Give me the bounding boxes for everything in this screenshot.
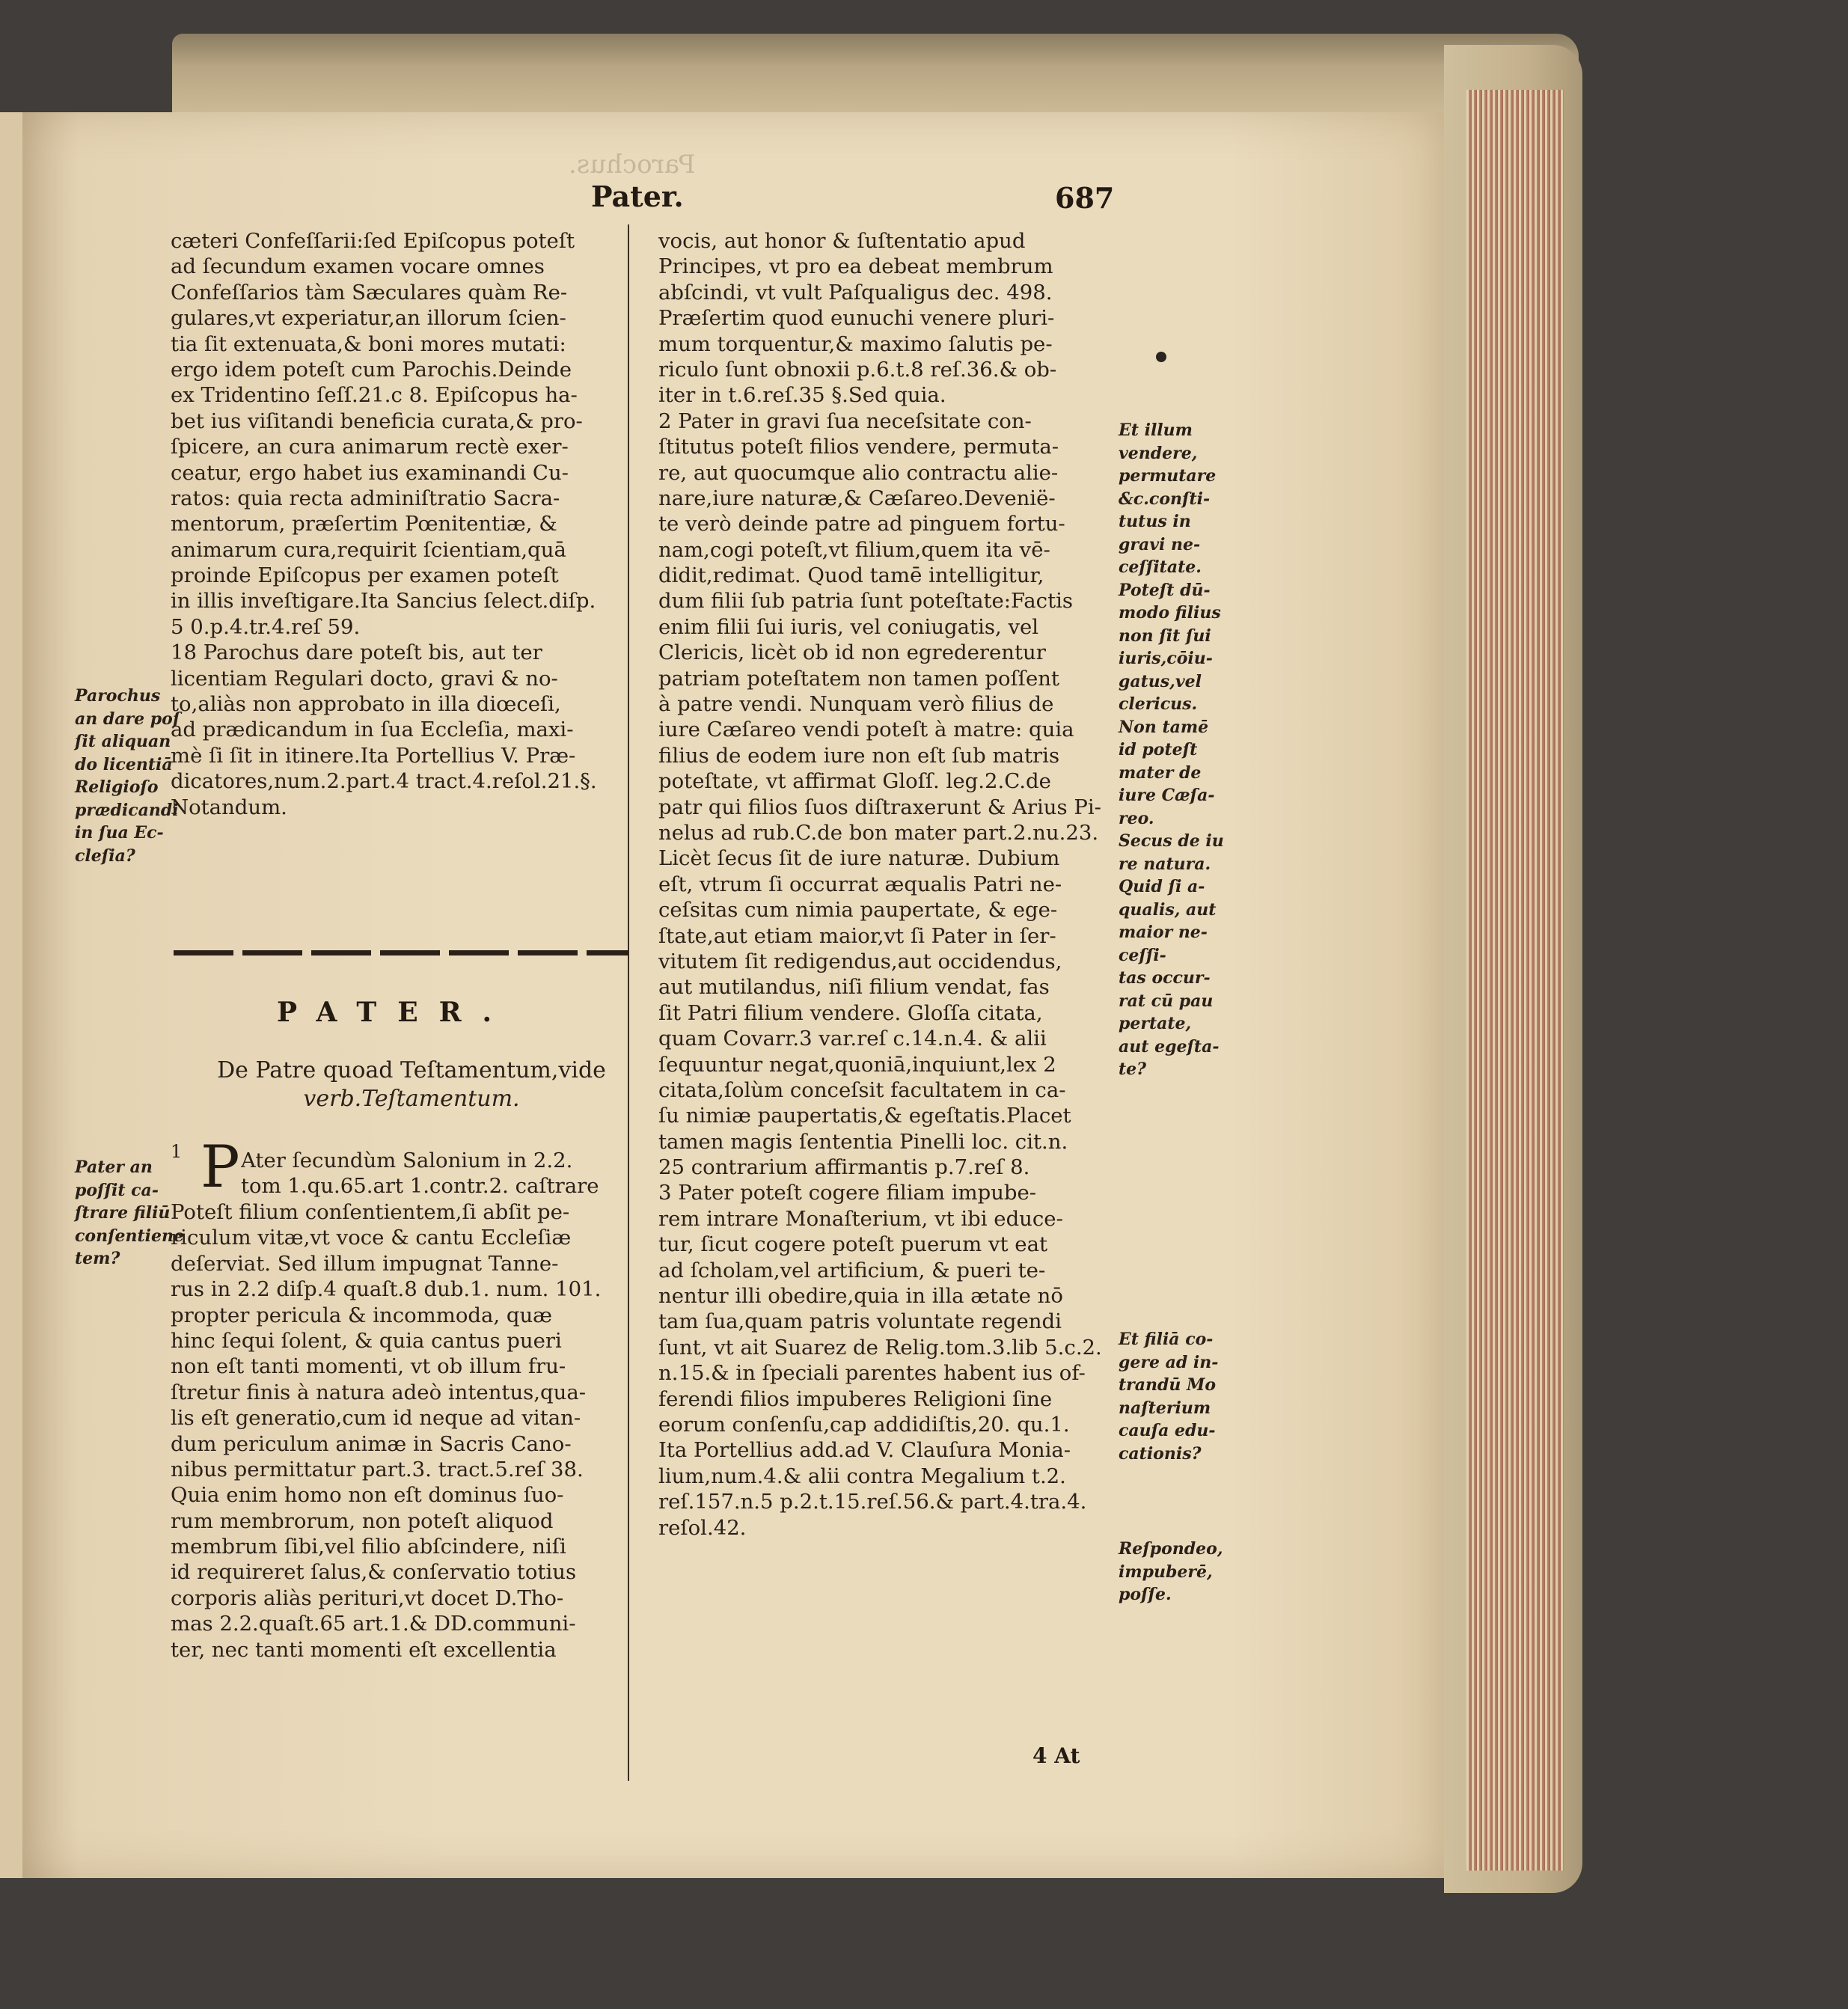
text-line: mum torquentur,& maximo ſalutis pe- <box>658 331 1053 356</box>
text-line: 25 contrarium affirmantis p.7.reſ 8. <box>658 1155 1030 1180</box>
text-line: ſtretur finis à natura adeò intentus,qua- <box>171 1380 587 1404</box>
text-line: rem intrare Monaſterium, vt ibi educe- <box>658 1206 1063 1231</box>
text-line: lis eſt generatio,cum id neque ad vitan- <box>171 1406 581 1431</box>
text-line: proinde Epiſcopus per examen poteſt <box>171 563 559 588</box>
text-line: Ita Portellius add.ad V. Clauſura Monia- <box>658 1438 1071 1463</box>
book-top-edge <box>172 34 1579 116</box>
text-line: mentorum, præſertim Pœnitentiæ, & <box>171 512 557 536</box>
text-line: 18 Parochus dare poteſt bis, aut ter <box>171 640 542 665</box>
text-line: filius de eodem iure non eſt ſub matris <box>658 743 1060 768</box>
text-line: id poteſt <box>1119 740 1198 759</box>
margin-note-respondeo <box>1119 1538 1223 1606</box>
text-line: id requireret ſalus,& conſervatio totius <box>171 1560 577 1585</box>
left-column <box>171 228 619 820</box>
text-line: in ſua Ec- <box>75 823 164 843</box>
text-line: ſit Patri filium vendere. Gloſſa citata, <box>658 1000 1043 1025</box>
text-line: ceſſi- <box>1119 945 1166 965</box>
text-line: vendere, <box>1119 443 1198 463</box>
text-line: ferendi filios impuberes Religioni ſine <box>658 1386 1053 1411</box>
text-line: cæteri Confeſſarii:ſed Epiſcopus poteſt <box>171 229 575 253</box>
catchword: 4 At <box>1032 1743 1080 1768</box>
text-line: ſu nimiæ paupertatis,& egeſtatis.Placet <box>658 1104 1071 1128</box>
text-line: ceatur, ergo habet ius examinandi Cu- <box>171 460 569 485</box>
text-line: ſpicere, an cura animarum rectè exer- <box>171 435 569 459</box>
text-line: re, aut quocumque alio contractu alie- <box>658 460 1059 485</box>
text-line: ſit aliquan <box>75 732 171 751</box>
text-line: &c.conſti- <box>1119 489 1211 509</box>
text-line: propter pericula & incommoda, quæ <box>171 1303 553 1327</box>
text-line: Præſertim quod eunuchi venere pluri- <box>658 306 1055 331</box>
text-line: qualis, aut <box>1119 899 1217 920</box>
text-line: ad prædicandum in ſua Eccleſia, maxi- <box>171 718 574 742</box>
text-line: poſſit ca- <box>75 1180 159 1200</box>
text-line: 2 Pater in gravi ſua neceſsitate con- <box>658 409 1032 433</box>
text-line: te verò deinde patre ad pinguem fortu- <box>658 512 1065 536</box>
text-line: nibus permittatur part.3. tract.5.reſ 38. <box>171 1457 584 1481</box>
text-line: rum membrorum, non poteſt aliquod <box>171 1508 554 1533</box>
text-line: Religioſo <box>75 777 159 797</box>
text-line: bet ius viſitandi beneficia curata,& pro- <box>171 409 583 433</box>
text-line: reſol.42. <box>658 1515 747 1540</box>
text-line: Notandum. <box>171 795 287 819</box>
text-line: an dare poſ <box>75 709 180 729</box>
text-line: pertate, <box>1119 1014 1192 1033</box>
text-line: gravi ne- <box>1119 534 1201 554</box>
text-line: te? <box>1119 1059 1147 1079</box>
text-line: ſtrare filiū <box>75 1203 171 1223</box>
text-line: citata,ſolùm conceſsit facultatem in ca- <box>658 1077 1066 1102</box>
text-line: rus in 2.2 diſp.4 quaſt.8 dub.1. num. 101. <box>171 1277 602 1302</box>
text-line: eſt, vtrum ſi occurrat æqualis Patri ne- <box>658 872 1062 896</box>
text-line: gulares,vt experiatur,an illorum ſcien- <box>171 306 566 331</box>
section-heading: PATER. <box>277 997 513 1028</box>
column-rule <box>628 224 629 1781</box>
subheading-line: verb.Teſtamentum. <box>303 1086 520 1112</box>
text-line: ſequuntur negat,quoniā,inquiunt,lex 2 <box>658 1052 1056 1077</box>
text-line: 3 Pater poteſt cogere filiam impube- <box>658 1181 1037 1205</box>
text-line: Ater ſecundùm Salonium in 2.2. <box>241 1149 573 1172</box>
text-line: reo. <box>1119 808 1154 828</box>
text-line: Licèt ſecus ſit de iure naturæ. Dubium <box>658 846 1060 871</box>
left-column-continued <box>171 1199 619 1663</box>
bleed-through-text: Parochus. <box>569 150 696 180</box>
paragraph-number: 1 <box>171 1141 183 1162</box>
page-number: 687 <box>1055 181 1115 215</box>
text-line: Et filiā co- <box>1119 1330 1214 1349</box>
text-line: naſterium <box>1119 1398 1211 1418</box>
text-line: do licentiā <box>75 754 173 774</box>
text-line: tia ſit extenuata,& boni mores mutati: <box>171 331 566 356</box>
margin-note-parochus <box>75 685 180 867</box>
text-line: membrum ſibi,vel filio abſcindere, niſi <box>171 1535 566 1559</box>
text-line: Clericis, licèt ob id non egrederentur <box>658 640 1046 665</box>
text-line: cationis? <box>1119 1443 1202 1464</box>
text-line: ad ſcholam,vel artificium, & pueri te- <box>658 1258 1046 1282</box>
section-divider <box>174 950 628 955</box>
drop-cap: P <box>201 1134 240 1201</box>
text-line: conſentiene <box>75 1226 185 1246</box>
text-line: iter in t.6.reſ.35 §.Sed quia. <box>658 383 946 408</box>
text-line: riculum vitæ,vt voce & cantu Eccleſiæ <box>171 1226 572 1250</box>
text-line: Secus de iu <box>1119 831 1224 851</box>
text-line: vitutem ſit redigendus,aut occidendus, <box>658 949 1062 973</box>
text-line: gatus,vel <box>1119 671 1202 691</box>
margin-note-pater-castrare <box>75 1156 184 1270</box>
text-line: patriam poteſtatem non tamen poſſent <box>658 666 1059 691</box>
text-line: poſſe. <box>1119 1585 1172 1604</box>
text-line: permutare <box>1119 466 1217 486</box>
text-line: Parochus <box>75 686 161 706</box>
text-line: 5 0.p.4.tr.4.reſ 59. <box>171 614 361 639</box>
text-line: patr qui filios ſuos diſtraxerunt & Arius Pi- <box>658 795 1101 819</box>
subheading-line: De Patre quoad Teſtamentum,vide <box>217 1057 606 1083</box>
text-line: ex Tridentino ſeſſ.21.c 8. Epiſcopus ha- <box>171 383 578 408</box>
text-line: cleſia? <box>75 846 135 866</box>
page-edges <box>1466 90 1564 1871</box>
text-line: Confeſſarios tàm Sæculares quàm Re- <box>171 280 568 305</box>
text-line: hinc ſequi ſolent, & quia cantus pueri <box>171 1328 562 1353</box>
text-line: rat cū pau <box>1119 991 1214 1011</box>
page-hole <box>1156 352 1166 362</box>
text-line: dicatores,num.2.part.4 tract.4.reſol.21.§. <box>171 769 597 794</box>
text-line: cauſa edu- <box>1119 1421 1216 1440</box>
text-line: enim filii ſui iuris, vel coniugatis, vel <box>658 614 1039 639</box>
text-line: dum filii ſub patria ſunt poteſtate:Factis <box>658 589 1074 614</box>
margin-note-filiam <box>1119 1328 1218 1465</box>
text-line: mater de <box>1119 762 1202 783</box>
text-line: ceſſitate. <box>1119 557 1202 577</box>
text-line: nentur illi obedire,quia in illa ætate nō <box>658 1284 1063 1309</box>
text-line: non ſit ſui <box>1119 626 1211 646</box>
text-line: iure Cæſareo vendi poteſt à matre: quia <box>658 718 1074 742</box>
text-line: n.15.& in ſpeciali parentes habent ius of- <box>658 1361 1086 1386</box>
text-line: mè ſi ſit in itinere.Ita Portellius V. Præ- <box>171 743 576 768</box>
text-line: lium,num.4.& alii contra Megalium t.2. <box>658 1464 1066 1488</box>
text-line: Principes, vt pro ea debeat membrum <box>658 254 1053 279</box>
text-line: aut mutilandus, niſi filium vendat, fas <box>658 975 1050 1000</box>
text-line: aut egeſta- <box>1119 1036 1220 1057</box>
text-line: tom 1.qu.65.art 1.contr.2. caſtrare <box>241 1174 599 1199</box>
text-line: gere ad in- <box>1119 1352 1219 1372</box>
text-line: impuberē, <box>1119 1562 1213 1582</box>
text-line: tutus in <box>1119 512 1191 531</box>
text-line: ratos: quia recta adminiſtratio Sacra- <box>171 486 560 510</box>
text-line: licentiam Regulari docto, gravi & no- <box>171 666 558 691</box>
text-line: maior ne- <box>1119 923 1208 942</box>
text-line: ſtate,aut etiam maior,vt ſi Pater in ſer- <box>658 923 1056 948</box>
text-line: deſerviat. Sed illum impugnat Tanne- <box>171 1251 559 1276</box>
text-line: quam Covarr.3 var.reſ c.14.n.4. & alii <box>658 1027 1047 1051</box>
text-line: clericus. <box>1119 694 1198 714</box>
text-line: tamen magis ſententia Pinelli loc. cit.n. <box>658 1129 1068 1154</box>
text-line: eorum conſenſu,cap addidiſtis,20. qu.1. <box>658 1412 1070 1437</box>
text-line: Non tamē <box>1119 717 1209 737</box>
text-line: re natura. <box>1119 854 1211 874</box>
text-line: non eſt tanti momenti, vt ob illum fru- <box>171 1354 566 1379</box>
text-line: reſ.157.n.5 p.2.t.15.reſ.56.& part.4.tra.4. <box>658 1490 1087 1514</box>
text-line: tas occur- <box>1119 968 1211 988</box>
right-column <box>658 228 1107 1541</box>
text-line: Reſpondeo, <box>1119 1539 1223 1559</box>
text-line: poteſtate, vt affirmat Gloſſ. leg.2.C.de <box>658 769 1051 794</box>
text-line: tur, ſicut cogere poteſt puerum vt eat <box>658 1232 1048 1257</box>
text-line: ſunt, vt ait Suarez de Relig.tom.3.lib 5.c.2. <box>658 1335 1102 1360</box>
text-line: trandū Mo <box>1119 1375 1217 1395</box>
text-line: Quia enim homo non eſt dominus ſuo- <box>171 1483 564 1508</box>
text-line: riculo ſunt obnoxii p.6.t.8 reſ.36.& ob- <box>658 357 1057 382</box>
text-line: abſcindi, vt vult Paſqualigus dec. 498. <box>658 280 1053 305</box>
text-line: vocis, aut honor & ſuſtentatio apud <box>658 229 1026 253</box>
text-line: iuris,cōiu- <box>1119 649 1213 668</box>
text-line: didit,redimat. Quod tamē intelligitur, <box>658 563 1044 588</box>
text-line: ſtitutus poteſt filios vendere, permuta- <box>658 435 1059 459</box>
section-first-lines <box>241 1148 630 1199</box>
running-head-title: Pater. <box>591 180 684 213</box>
text-line: ad ſecundum examen vocare omnes <box>171 254 545 279</box>
text-line: tam ſua,quam patris voluntate regendi <box>658 1309 1062 1334</box>
facing-page-edge <box>0 112 22 1878</box>
section-subheading <box>187 1057 636 1113</box>
text-line: corporis aliàs perituri,vt docet D.Tho- <box>171 1586 564 1610</box>
text-line: Poteſt dū- <box>1119 580 1211 600</box>
text-line: Pater an <box>75 1158 153 1177</box>
text-line: modo filius <box>1119 603 1221 623</box>
text-line: Et illum <box>1119 421 1193 440</box>
text-line: iure Cæſa- <box>1119 786 1215 805</box>
text-line: nare,iure naturæ,& Cæſareo.Devenië- <box>658 486 1056 510</box>
text-line: Quid ſi a- <box>1119 877 1205 896</box>
text-line: ceſsitas cum nimia paupertate, & ege- <box>658 898 1058 923</box>
text-line: tem? <box>75 1249 120 1268</box>
text-line: ergo idem poteſt cum Parochis.Deinde <box>171 357 572 382</box>
text-line: prædicandi <box>75 800 179 820</box>
text-line: nelus ad rub.C.de bon mater part.2.nu.23. <box>658 820 1099 845</box>
text-line: ter, nec tanti momenti eſt excellentia <box>171 1637 557 1662</box>
text-line: animarum cura,requirit ſcientiam,quā <box>171 537 566 562</box>
text-line: à patre vendi. Nunquam verò filius de <box>658 692 1054 717</box>
text-line: to,aliàs non approbato in illa diœceſi, <box>171 692 561 717</box>
text-line: Poteſt filium conſentientem,ſi abſit pe- <box>171 1200 570 1224</box>
text-line: in illis inveſtigare.Ita Sancius ſelect.diſp. <box>171 589 596 614</box>
text-line: mas 2.2.quaſt.65 art.1.& DD.communi- <box>171 1612 576 1636</box>
text-line: dum periculum animæ in Sacris Cano- <box>171 1431 572 1456</box>
text-line: nam,cogi poteſt,vt filium,quem ita vē- <box>658 537 1050 562</box>
margin-note-vendere <box>1119 419 1224 1081</box>
